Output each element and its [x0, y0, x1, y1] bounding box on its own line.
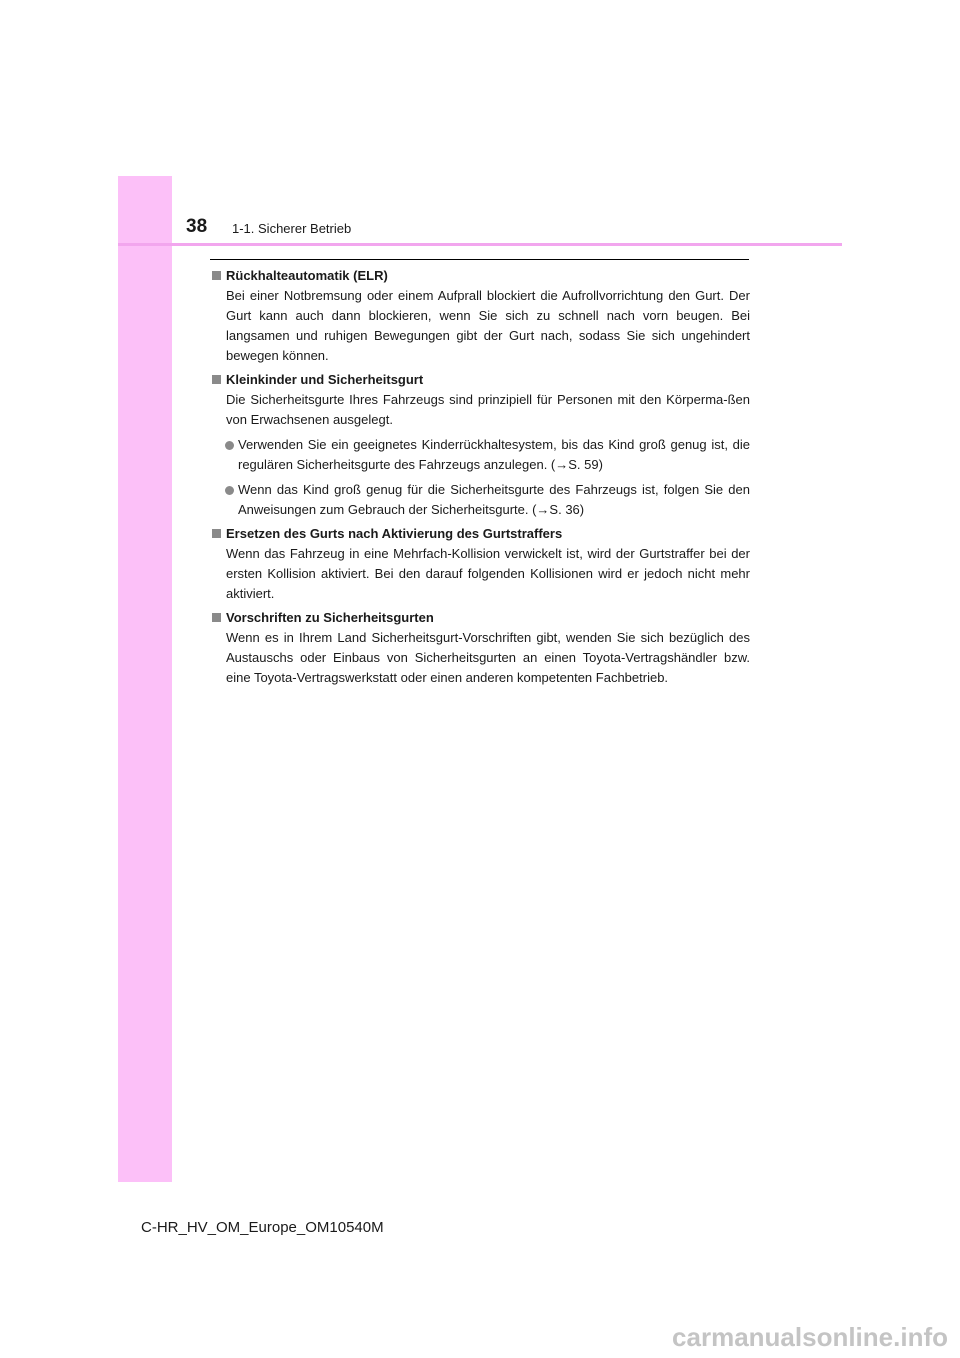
list-item [212, 480, 750, 520]
square-bullet-icon [212, 613, 221, 622]
list-item [212, 435, 750, 475]
section-heading [212, 370, 750, 390]
heading-text: Vorschriften zu Sicherheitsgurten [226, 610, 434, 625]
list-item-text: Wenn das Kind groß genug für die Sicherheitsgurte des Fahrzeugs ist, folgen Sie den Anweisungen zum Gebrauch der Sicherheitsgurte. (→S. 36) [238, 482, 750, 517]
content-body [212, 266, 750, 692]
content-divider [210, 259, 749, 260]
section-paragraph: Wenn es in Ihrem Land Sicherheitsgurt-Vorschriften gibt, wenden Sie sich bezüglich des Austauschs oder Einbaus von Sicherheitsgurten an einen Toyota-Vertragshändler bzw. eine Toyota-Vertragswerkstatt oder einen anderen kompetenten Fachbetrieb. [226, 630, 750, 685]
watermark: carmanualsonline.info [672, 1322, 948, 1352]
heading-text: Kleinkinder und Sicherheitsgurt [226, 372, 424, 387]
footer-document-code: C-HR_HV_OM_Europe_OM10540M [141, 1219, 384, 1236]
section-elr [212, 266, 750, 366]
square-bullet-icon [212, 271, 221, 280]
section-gurtstraffer [212, 524, 750, 604]
page-number: 38 [186, 216, 208, 237]
list-item-text: Verwenden Sie ein geeignetes Kinderrückhaltesystem, bis das Kind groß genug ist, die regulären Sicherheitsgurte des Fahrzeugs anzulegen. (→S. 59) [238, 437, 750, 472]
section-heading [212, 524, 750, 544]
section-title: 1-1. Sicherer Betrieb [232, 221, 352, 236]
section-paragraph: Wenn das Fahrzeug in eine Mehrfach-Kollision verwickelt ist, wird der Gurtstraffer bei der ersten Kollision aktiviert. Bei den darauf folgenden Kollisionen wird er jedoch nicht mehr aktiviert. [226, 546, 750, 601]
heading-text: Rückhalteautomatik (ELR) [226, 268, 388, 283]
round-bullet-icon [225, 441, 234, 450]
header-rule [118, 243, 842, 246]
section-paragraph: Die Sicherheitsgurte Ihres Fahrzeugs sind prinzipiell für Personen mit den Körperma-ßen von Erwachsenen ausgelegt. [226, 392, 750, 427]
square-bullet-icon [212, 375, 221, 384]
section-vorschriften [212, 608, 750, 688]
section-paragraph: Bei einer Notbremsung oder einem Aufprall blockiert die Aufrollvorrichtung den Gurt. Der Gurt kann auch dann blockieren, wenn Sie sich zu schnell nach vorn beugen. Bei langsamen und ruhigen Bewegungen gibt der Gurt nach, sodass Sie sich ungehindert bewegen können. [226, 288, 750, 363]
square-bullet-icon [212, 529, 221, 538]
section-heading [212, 608, 750, 628]
section-kleinkinder [212, 370, 750, 520]
section-heading [212, 266, 750, 286]
side-color-band [118, 176, 172, 1182]
round-bullet-icon [225, 486, 234, 495]
heading-text: Ersetzen des Gurts nach Aktivierung des Gurtstraffers [226, 526, 563, 541]
